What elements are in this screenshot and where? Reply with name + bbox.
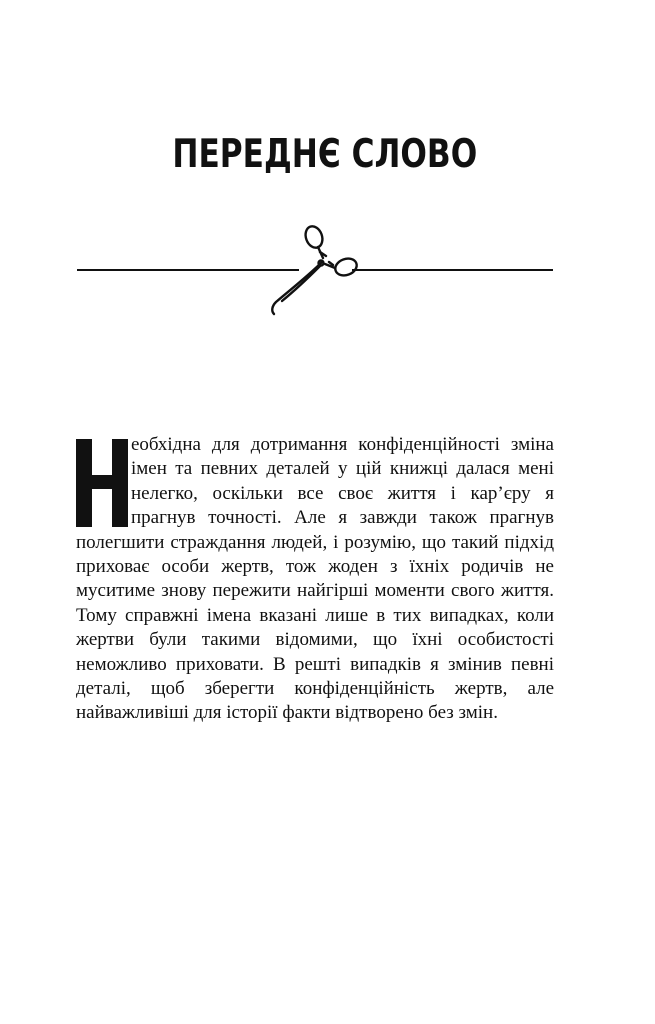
foreword-paragraph (76, 433, 554, 726)
foreword-text: еобхідна для дотримання конфіденційності зміна імен та певних деталей у цій книжці далася мені нелегко, оскільки все своє життя і кар’єру я прагнув точності. Але я завжди також прагнув полегшити страждання людей, і розумію, що такий підхід приховає особи жертв, тож жоден з їхніх родичів не муситиме знову пережити найгірші моменти свого життя. Тому справжні імена вказані лише в тих випадках, коли жертви були такими відомими, що їхні особистості неможливо приховати. В решті випадків я змінив певні деталі, щоб зберегти конфіденційність жертв, але найважливіші для історії факти відтворено без змін. (76, 434, 554, 724)
drop-cap-space (76, 433, 131, 529)
surgical-scissors-icon (272, 224, 359, 314)
title-divider (0, 0, 655, 330)
chapter-title: ПЕРЕДНЄ СЛОВО (172, 132, 478, 178)
